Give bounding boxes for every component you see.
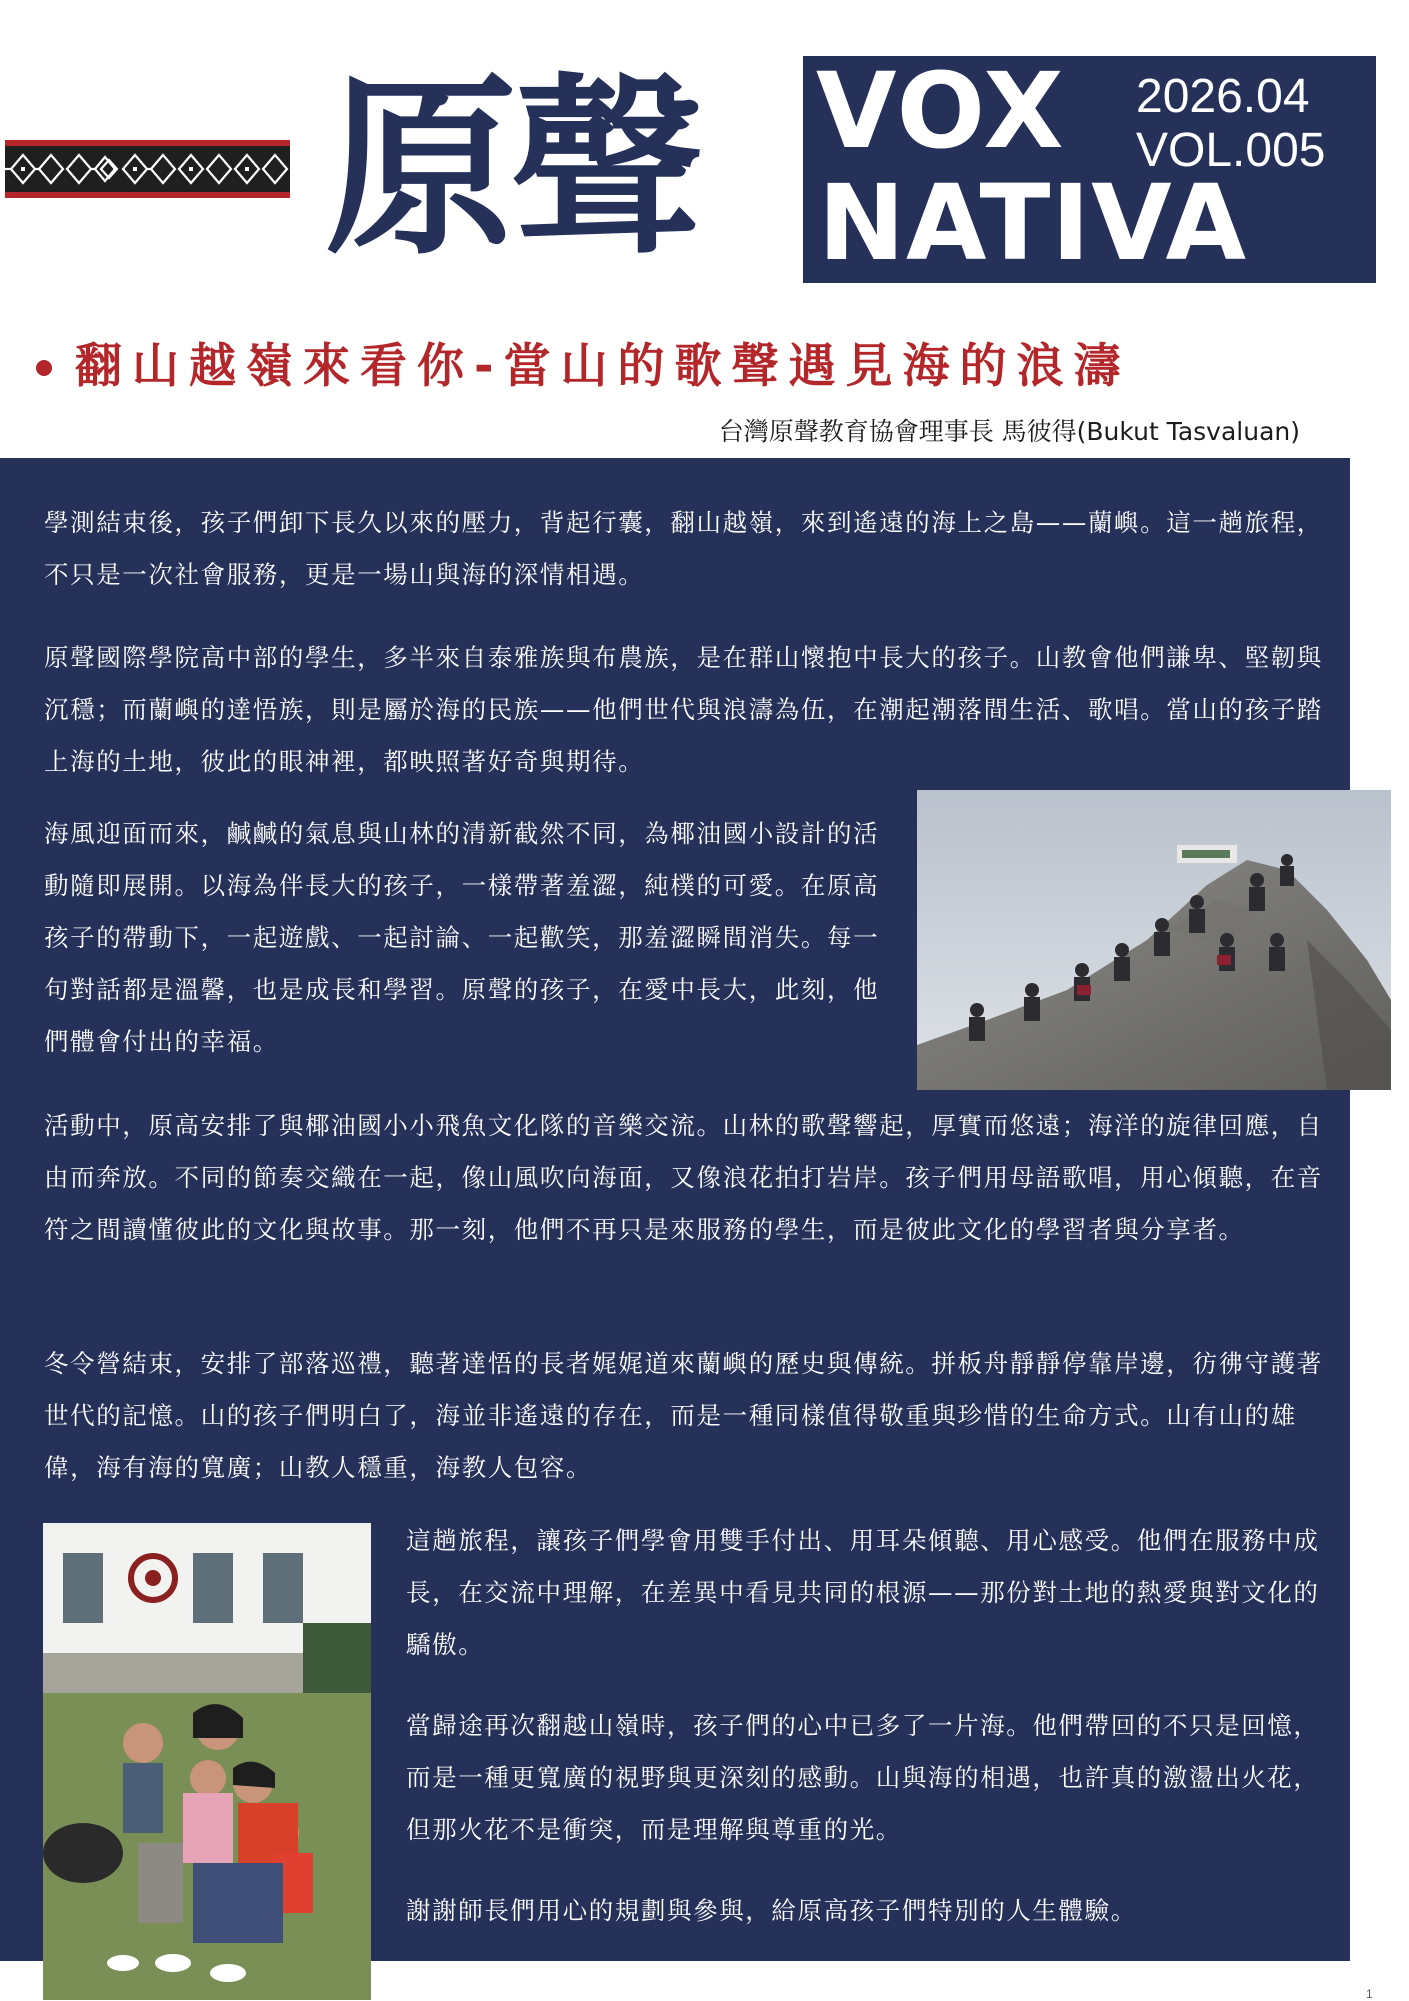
article-headline: 翻山越嶺來看你-當山的歌聲遇見海的浪濤 <box>75 339 1131 394</box>
campus-children-photo <box>43 1523 371 2000</box>
headline-bullet <box>36 360 52 376</box>
issue-volume: VOL.005 <box>1136 124 1326 177</box>
campus-photo-image-icon <box>43 1523 371 2000</box>
page-number: 1 <box>1366 1987 1373 2001</box>
article-paragraph-5: 冬令營結束，安排了部落巡禮，聽著達悟的長者娓娓道來蘭嶼的歷史與傳統。拼板舟靜靜停靠岸邊，彷彿守護著世代的記憶。山的孩子們明白了，海並非遙遠的存在，而是一種同樣值得敬重與珍惜的生命方式。山有山的雄偉，海有海的寬廣；山教人穩重，海教人包容。 <box>44 1349 1323 1482</box>
tribal-pattern-icon <box>5 146 290 192</box>
tribal-pattern-strip <box>5 140 290 198</box>
article-paragraph-1: 學測結束後，孩子們卸下長久以來的壓力，背起行囊，翻山越嶺，來到遙遠的海上之島——蘭嶼。這一趟旅程，不只是一次社會服務，更是一場山與海的深情相遇。 <box>44 508 1323 589</box>
article-paragraph-4: 活動中，原高安排了與椰油國小小飛魚文化隊的音樂交流。山林的歌聲響起，厚實而悠遠；海洋的旋律回應，自由而奔放。不同的節奏交織在一起，像山風吹向海面，又像浪花拍打岩岸。孩子們用母語歌唱，用心傾聽，在音符之間讀懂彼此的文化與故事。那一刻，他們不再只是來服務的學生，而是彼此文化的學習者與分享者。 <box>44 1111 1323 1244</box>
article-paragraph-2: 原聲國際學院高中部的學生，多半來自泰雅族與布農族，是在群山懷抱中長大的孩子。山教會他們謙卑、堅韌與沉穩；而蘭嶼的達悟族，則是屬於海的民族——他們世代與浪濤為伍，在潮起潮落間生活、歌唱。當山的孩子踏上海的土地，彼此的眼神裡，都映照著好奇與期待。 <box>44 643 1323 776</box>
article-paragraph-8: 謝謝師長們用心的規劃與參與，給原高孩子們特別的人生體驗。 <box>406 1896 1137 1925</box>
article-paragraph-6: 這趟旅程，讓孩子們學會用雙手付出、用耳朵傾聽、用心感受。他們在服務中成長，在交流中理解，在差異中看見共同的根源——那份對土地的熱愛與對文化的驕傲。 <box>406 1526 1320 1659</box>
masthead-vox: VOX <box>816 50 1066 172</box>
article-paragraph-3: 海風迎面而來，鹹鹹的氣息與山林的清新截然不同，為椰油國小設計的活動隨即展開。以海為伴長大的孩子，一樣帶著羞澀，純樸的可愛。在原高孩子的帶動下，一起遊戲、一起討論、一起歡笑，那羞澀瞬間消失。每一句對話都是溫馨，也是成長和學習。原聲的孩子，在愛中長大，此刻，他們體會付出的幸福。 <box>44 819 880 1056</box>
masthead-nativa: NATIVA <box>818 162 1248 284</box>
group-photo-on-rock <box>917 790 1391 1090</box>
article-byline: 台灣原聲教育協會理事長 馬彼得(Bukut Tasvaluan) <box>718 417 1300 446</box>
article-paragraph-7: 當歸途再次翻越山嶺時，孩子們的心中已多了一片海。他們帶回的不只是回憶，而是一種更寬廣的視野與更深刻的感動。山與海的相遇，也許真的激盪出火花，但那火花不是衝突，而是理解與尊重的光。 <box>406 1711 1320 1844</box>
masthead-title-cjk: 原聲 <box>325 58 697 281</box>
issue-date: 2026.04 <box>1136 70 1310 123</box>
rock-photo-image-icon <box>917 790 1391 1090</box>
masthead-latin-box <box>803 50 1376 284</box>
